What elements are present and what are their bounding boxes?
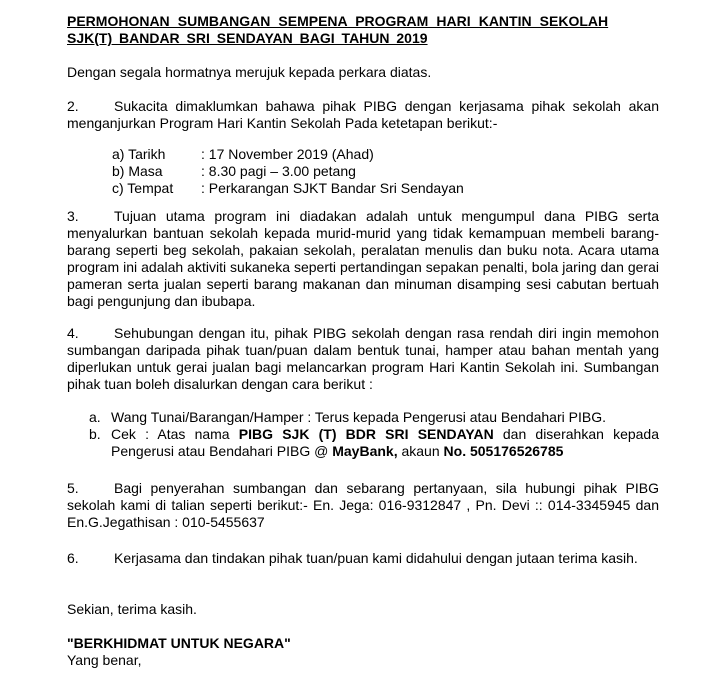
paragraph-number: 4. (67, 325, 79, 341)
method-text: Wang Tunai/Barangan/Hamper : Terus kepada Pengerusi atau Bendahari PIBG. (111, 409, 606, 425)
letter-title (67, 13, 667, 47)
method-cheque (67, 426, 659, 460)
paragraph-5 (67, 480, 659, 531)
detail-label: a) Tarikh (112, 146, 166, 162)
paragraph-text: Kerjasama dan tindakan pihak tuan/puan kami didahului dengan jutaan terima kasih. (114, 550, 638, 566)
signoff: Yang benar, (67, 652, 142, 668)
paragraph-text: Sukacita dimaklumkan bahawa pihak PIBG dengan kerjasama pihak sekolah akan menganjurkan Program Hari Kantin Sekolah Pada ketetapan berikut:- (67, 98, 659, 131)
detail-value: : 8.30 pagi – 3.00 petang (201, 163, 356, 179)
paragraph-number: 3. (67, 208, 79, 224)
method-cash (67, 409, 659, 426)
closing-line: Sekian, terima kasih. (67, 601, 197, 617)
detail-value: : Perkarangan SJKT Bandar Sri Sendayan (201, 180, 464, 196)
detail-row-venue (112, 180, 464, 197)
cheque-middle: dan diserahkan kepada Pengerusi atau Bendahari PIBG @ (111, 426, 660, 459)
paragraph-6 (67, 550, 659, 567)
paragraph-text: Tujuan utama program ini diadakan adalah untuk mengumpul dana PIBG serta menyalurkan bantuan sekolah kepada murid-murid yang tidak kemampuan membeli barang-barang seperti beg sekolah, pakaian sekolah, peralatan menulis dan buku nota. Acara utama program ini adalah aktiviti sukaneka seperti pertandingan sepakan penalti, bola jaring dan gerai pameran serta jualan seperti barang makanan dan minuman disamping sesi cabutan bertuah bagi pengunjung dan ibubapa. (67, 208, 659, 309)
greeting: Dengan segala hormatnya merujuk kepada perkara diatas. (67, 64, 432, 80)
paragraph-2 (67, 98, 659, 132)
payment-methods (67, 409, 659, 460)
paragraph-number: 5. (67, 480, 79, 496)
payee-name: PIBG SJK (T) BDR SRI SENDAYAN (238, 426, 494, 442)
method-text (111, 426, 659, 460)
paragraph-4 (67, 325, 659, 393)
paragraph-3 (67, 208, 659, 310)
paragraph-text: Sehubungan dengan itu, pihak PIBG sekolah dengan rasa rendah diri ingin memohon sumbangan daripada pihak tuan/puan dalam bentuk tunai, hamper atau bahan mentah yang diperlukan untuk gerai jualan bagi melancarkan program Hari Kantin Sekolah ini. Sumbangan pihak tuan boleh disalurkan dengan cara berikut : (67, 325, 659, 392)
account-number: No. 505176526785 (443, 443, 564, 459)
detail-row-time (112, 163, 464, 180)
paragraph-text: Bagi penyerahan sumbangan dan sebarang pertanyaan, sila hubungi pihak PIBG sekolah kami di talian seperti berikut:- En. Jega: 016-9312847 , Pn. Devi :: 014-3345945 dan En.G.Jegathisan : 010-5455637 (67, 480, 659, 530)
account-label: akaun (397, 443, 444, 459)
paragraph-number: 6. (67, 550, 79, 566)
detail-row-date (112, 146, 464, 163)
title-line-1: PERMOHONAN SUMBANGAN SEMPENA PROGRAM HARI KANTIN SEKOLAH (67, 13, 609, 29)
event-details (112, 146, 464, 197)
list-marker: b. (89, 426, 101, 442)
bank-name: MayBank, (332, 443, 398, 459)
list-marker: a. (89, 409, 101, 425)
detail-value: : 17 November 2019 (Ahad) (201, 146, 374, 162)
cheque-prefix: Cek : Atas nama (111, 426, 239, 442)
paragraph-number: 2. (67, 98, 79, 114)
detail-label: c) Tempat (112, 180, 174, 196)
detail-label: b) Masa (112, 163, 163, 179)
motto: "BERKHIDMAT UNTUK NEGARA" (67, 635, 291, 651)
title-line-2: SJK(T) BANDAR SRI SENDAYAN BAGI TAHUN 2019 (67, 30, 428, 46)
